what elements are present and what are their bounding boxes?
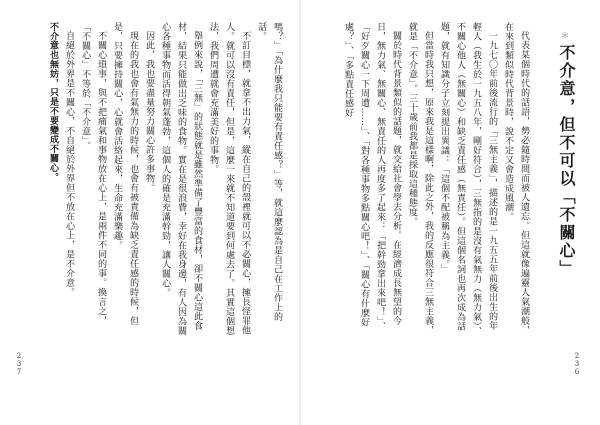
page-left [0,0,299,425]
paragraph: 不訂目標，就拿不出力氣，縱在自己的殼裡就可以不必關心，擁長怪罪他人。就可以沒有責任，但是，這麼一來就不知道要到何處去了。其實這個想法，我們周遭就會充滿美好的事物。 [208,22,250,336]
right-page-body [343,22,532,340]
paragraph: 現在的我也會有氣無力的時候，也會有被責備為缺乏責任感的時候，但是，只要擁持關心，心就會活絡起來，生命充滿樂趣。 [112,22,138,326]
paragraph: 嗎？」「為什麼我只能要有責任感？」等，就這麼認為是自己在工作上的話。 [256,22,282,322]
paragraph: 代表某個時代的話語，勢必隨時間而被人遺忘。但這就像遍靈人氣潮般，在來到類似時代背景時，說不定又會造成風潮。 [503,22,529,336]
chapter-title: 不介意，但不可以「不關心」 [557,44,576,278]
page-number: 236 [573,352,581,376]
paragraph: 但當時我只想，原來我是這樣啊，除此之外，我的反應很符合三無主義，就是「不介意」。三十歲前我都是採取這種態度。 [407,22,433,336]
paragraph: 自絕於外界是不關心，不自絕於外界但不放在心上，是不介意。 [64,31,74,298]
left-page-body [25,22,285,340]
closing-statement: 不介意也無妨，只是不要變成不關心。 [48,22,58,182]
paragraph: 不關心瑣事，與不把痛氣和事物放在心上，是兩件不同的事。換言之，「不關心」不等於「不介意」。 [80,22,106,326]
paragraph: 一九七〇年前後流行的「三無主義」，描述的是一九五五年前後出生的年輕人（我生於一九五八年，剛好符合），三無指的是沒有氣無力（無力氣）、不關心他人（無關心）和缺乏責任感（無責任）。但這個名詞也再次成為話題，就有知識分子立刻提出異議：「這個不配被稱為主義。」 [439,22,497,336]
paragraph: 因此，我也要盡量努力關心許多事物。 [144,31,154,193]
paragraph: 關於時代背景類似的話題，就交給社會學去分析。在經濟成長無望的今日，無力氣、無關心、無責任的人再度多了起來：「把幹勁拿出來吧！」、「好歹關心一下周遭……」、「對各種事物多點關心吧！」、「關心有什麼好處？」、「多點責任感好 [343,22,401,331]
page-right [301,0,600,425]
paragraph: 舉例來說，「三無」的狀態就是雖然準備了豐富的食材，卻不關心這此食材，結果只能做出乏味的食物。實在是很浪費，幸好在我身邊，有人因為關心各種事物而活得朝氣蓬勃，這個人的確是充滿幹勁，讓人關心。 [160,22,202,336]
title-mark: ＊ [561,31,569,40]
page-number: 237 [15,352,23,376]
